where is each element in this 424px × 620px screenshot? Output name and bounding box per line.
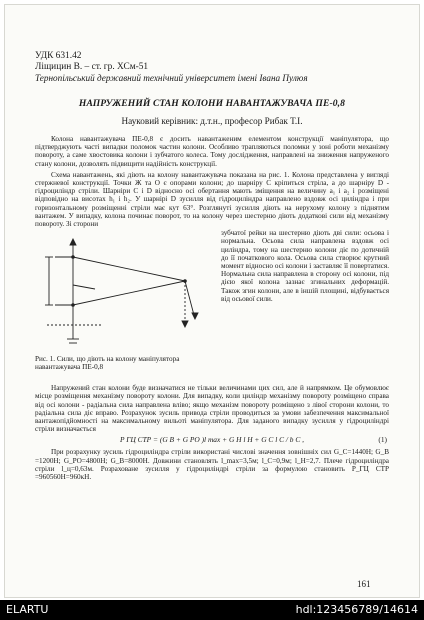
page-number: 161	[357, 579, 371, 589]
paragraph-scheme: Схема навантажень, які діють на колону навантажувача показана на рис. 1. Колона представлена у вигляді стержневої конструкції. Точки Ж та О є опорами колони; до шарніру С кріпиться стріла, а до шарніру D - гідроциліндр стріли. Шарніри С і D відносно осі обертання мають зміщення на величину a₁ і a₂ і розміщені відповідно на висотах h₁ і h₂. У шарнірі D зусилля від гідроциліндра направлено вздовж осі циліндра і при горизонтальному розміщенні стріли має кут 63°. Розглянуті зусилля діють на нерухому колону з піднятим вантажем. У випадку, колона починає поворот, то на колону через шестерню діють додаткові сили від механізму повороту. Зі сторони	[35, 170, 389, 229]
university-line: Тернопільський державний технічний університет імені Івана Пулюя	[35, 73, 308, 83]
author-line: Ліщицин В. – ст. гр. ХСм-51	[35, 62, 149, 72]
formula-1	[35, 435, 389, 445]
document-page	[4, 4, 420, 598]
article-title: НАПРУЖЕНИЙ СТАН КОЛОНИ НАВАНТАЖУВАЧА ПЕ-0,8	[78, 98, 346, 109]
page-content	[35, 51, 389, 481]
formula-text: P ГЦ СТР = (G B + G PO )l max + G H l H + G C l C / b C ,	[120, 435, 304, 445]
supervisor-line: Науковий керівник: д.т.н., професор Рибак Т.І.	[121, 116, 303, 126]
formula-number: (1)	[378, 435, 387, 445]
udk-code: УДК 631.42	[35, 51, 82, 61]
handle-link[interactable]: hdl:123456789/14614	[295, 603, 418, 616]
repository-name: ELARTU	[6, 603, 49, 616]
paragraph-calculation: При розрахунку зусиль гідроциліндра стріли використані числові значення зовнішніх сил G_C=1440Н; G_B =1200Н; G_PO=4800Н; G_B=8000Н. Довжини становлять l_max=3,5м; l_C=0,9м; l_H=2,7. Плече гідроциліндра стріли l_ц=0,63м. Розраховане зусилля у гідроциліндрі стріли за формулою становить P_ГЦ СТР =960560Н=960кН.	[35, 448, 389, 482]
column-diagram	[35, 229, 211, 353]
paragraph-stress: Напружений стан колони буде визначатися не тільки величинами цих сил, але й напрямком. Це обумовлює місце розміщення механізму повороту колони. Для випадку, коли циліндр механізму повороту розміщено справа від осі колони - радіальна сила направлена вліво; якщо механізм повороту розміщено з лівої сторони колони, то радіальна сила діє вправо. Розрахунок зусиль привода стріли проводиться за умови забезпечення максимальної вантажопідйомності на максимальному вильоті маніпулятора. Для заданого випадку зусилля у гідроциліндрі стріли визначається	[35, 384, 389, 434]
figure-block	[35, 229, 389, 381]
footer-bar	[0, 600, 424, 620]
boom-line	[73, 257, 185, 281]
figure-caption: Рис. 1. Сили, що діють на колону маніпулятора навантажувача ПЕ-0,8	[35, 355, 180, 372]
paragraph-gear-forces: зубчатої рейки на шестерню діють дві сили: осьова і нормальна. Осьова сила направлена вздовж осі циліндра, тому на шестерню колони діє по дотичній до її початкового кола. Осьова сила створює крутний момент відносно осі колони і заставляє її повертатися. Нормальна сила направлена в сторону осі колони, під дією якої колона зазнає згинальних деформацій. Також згин колони, але в іншій площині, відбувається від осьової сили.	[221, 229, 389, 303]
cylinder-line	[73, 281, 185, 305]
paragraph-intro: Колона навантажувача ПЕ-0,8 є досить навантаженим елементом конструкції маніпулятора, що підтверджують часті випадки поломок частин колони. Особливо трапляються поломки у зоні роботи механізму повороту, а саме хвостовика колони і зубчатого колеса. Тому дослідження, направлені на зниження напруженого стану колони, дозволять підвищити надійність конструкції.	[35, 135, 389, 168]
